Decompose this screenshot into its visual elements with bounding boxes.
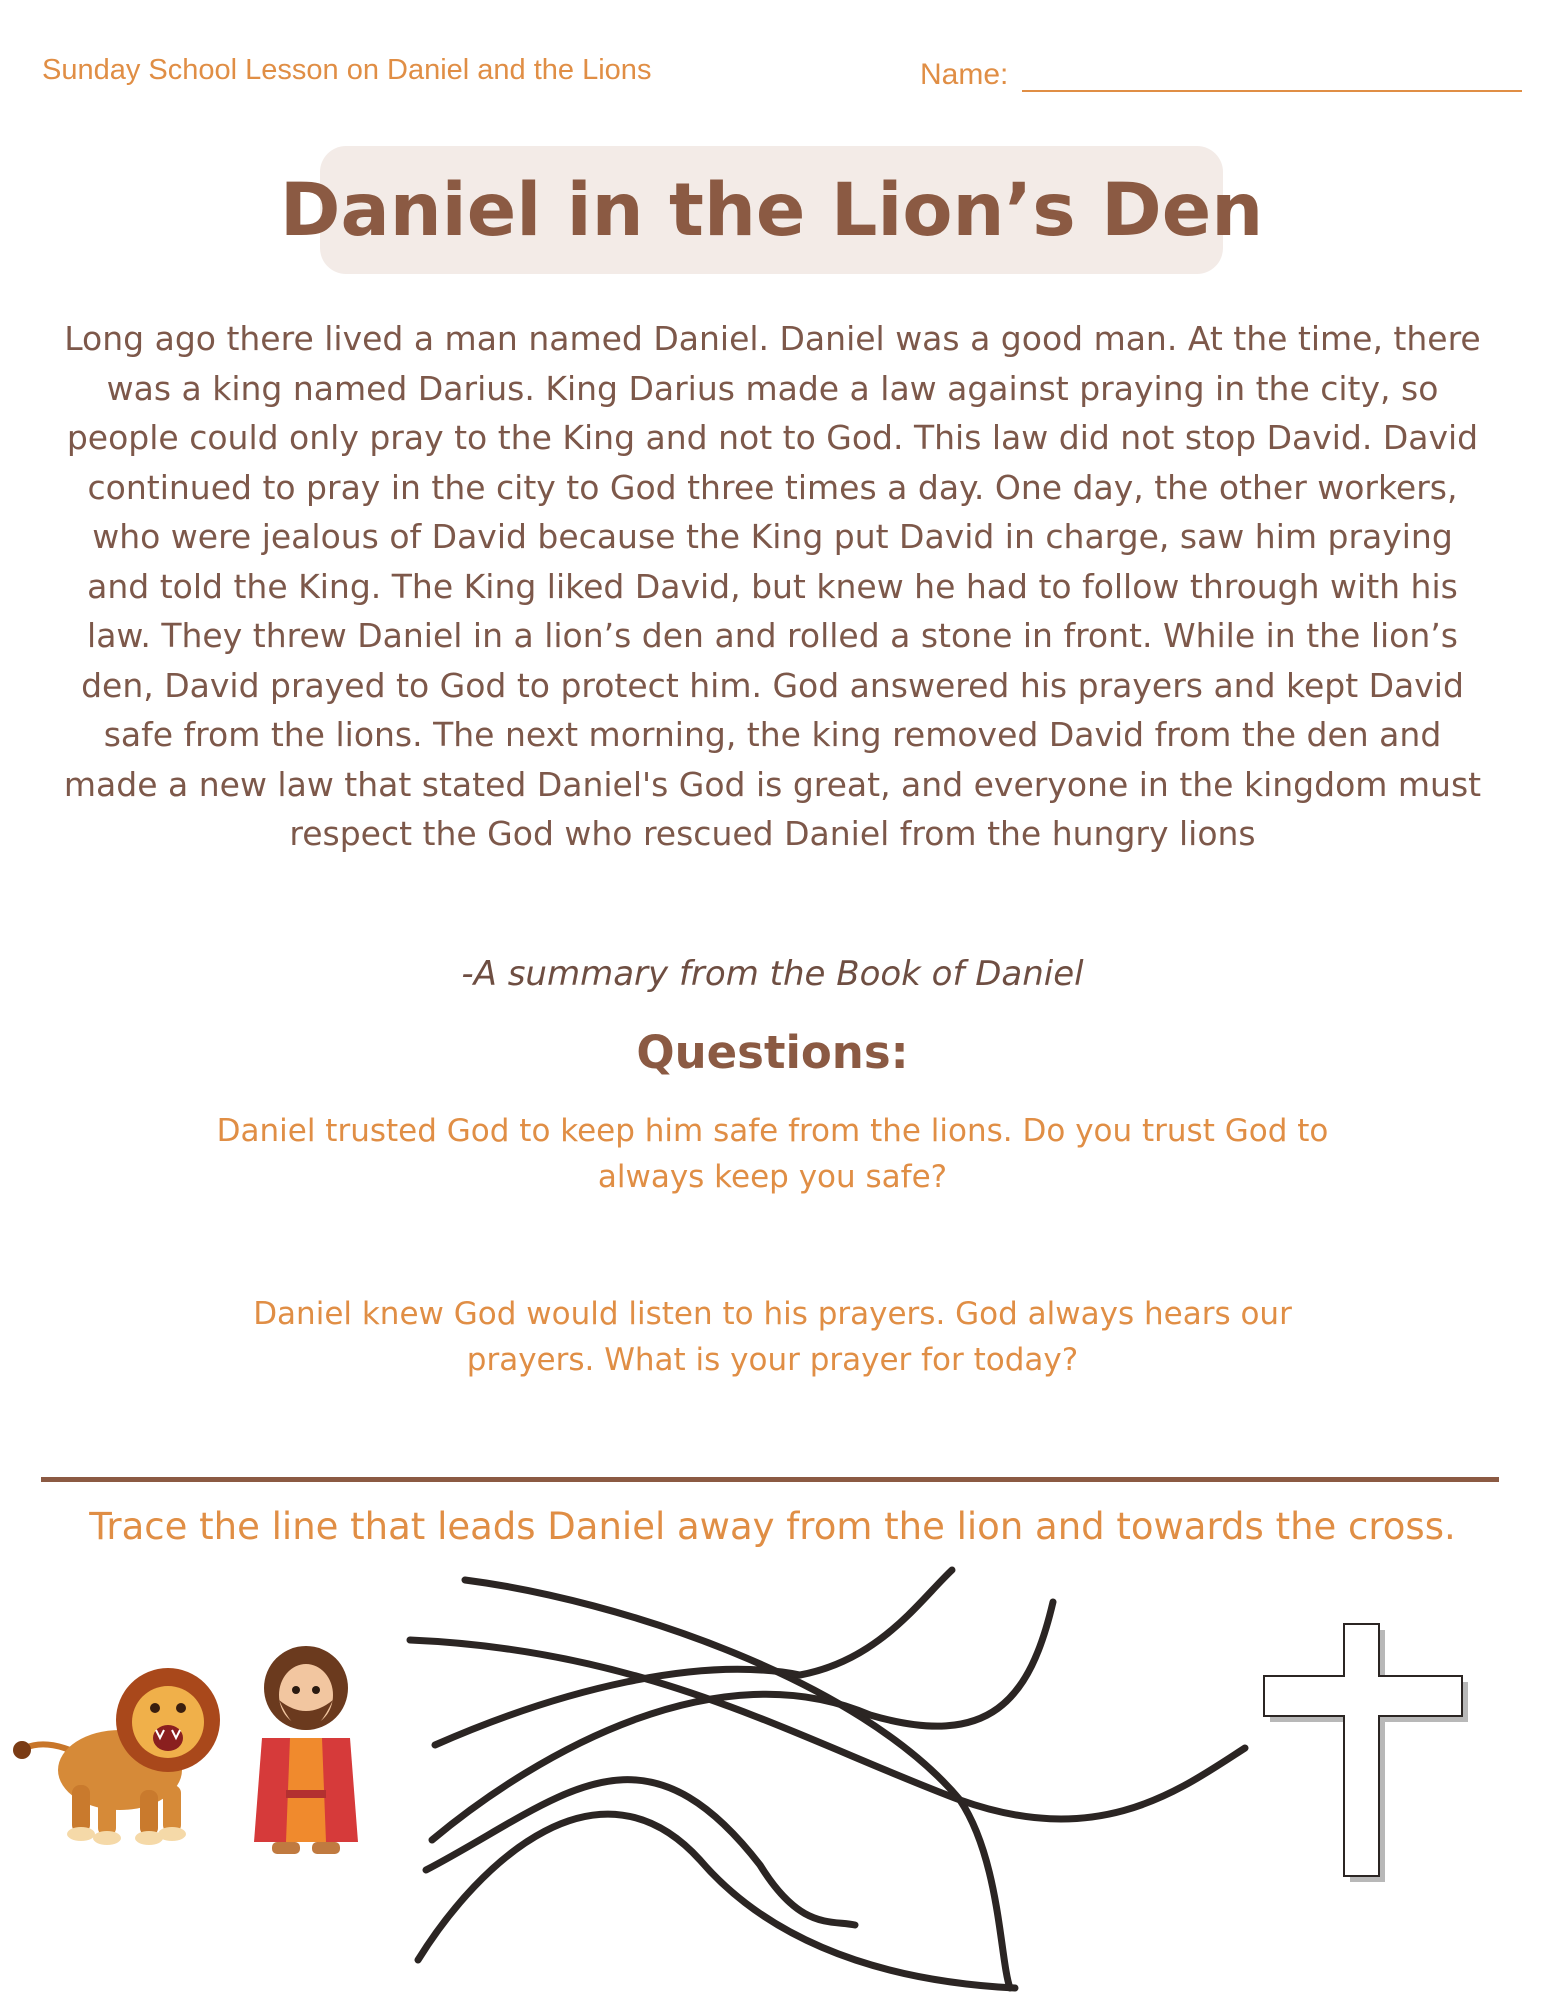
- title-box: [279, 146, 1264, 274]
- trace-instruction: Trace the line that leads Daniel away from the lion and towards the cross.: [89, 1505, 1456, 1548]
- name-field-line[interactable]: [1022, 90, 1522, 92]
- page-title: Daniel in the Lion’s Den: [279, 167, 1264, 253]
- lesson-title: Sunday School Lesson on Daniel and the Lions: [42, 54, 652, 86]
- source-citation: -A summary from the Book of Daniel: [461, 954, 1084, 994]
- name-label: Name:: [920, 58, 1009, 91]
- maze-lines: [410, 1570, 1245, 1988]
- maze-line: [426, 1780, 855, 1925]
- maze-line: [418, 1814, 1015, 1988]
- lion-icon: [13, 1668, 220, 1845]
- trace-maze: [0, 1560, 1545, 2000]
- question-2: Daniel knew God would listen to his prayers. God always hears our prayers. What is your prayer for today?: [253, 1296, 1292, 1378]
- daniel-figure-icon: [254, 1646, 358, 1854]
- story-paragraph: Long ago there lived a man named Daniel. Daniel was a good man. At the time, there was a king named Darius. King Darius made a law against praying in the city, so people could only pray to the King and not to God. This law did not stop David. David continued to pray in the city to God three times a day. One day, the other workers, who were jealous of David because the King put David in charge, saw him praying and told the King. The King liked David, but knew he had to follow through with his law. They threw Daniel in a lion’s den and rolled a stone in front. While in the lion’s den, David prayed to God to protect him. God answered his prayers and kept David safe from the lions. The next morning, the king removed David from the den and made a new law that stated Daniel's God is great, and everyone in the kingdom must respect the God who rescued Daniel from the hungry lions: [63, 319, 1482, 853]
- questions-heading: Questions:: [636, 1026, 909, 1079]
- section-divider: [41, 1477, 1499, 1482]
- question-1: Daniel trusted God to keep him safe from the lions. Do you trust God to always keep you safe?: [216, 1113, 1329, 1195]
- cross-icon: [1264, 1624, 1468, 1882]
